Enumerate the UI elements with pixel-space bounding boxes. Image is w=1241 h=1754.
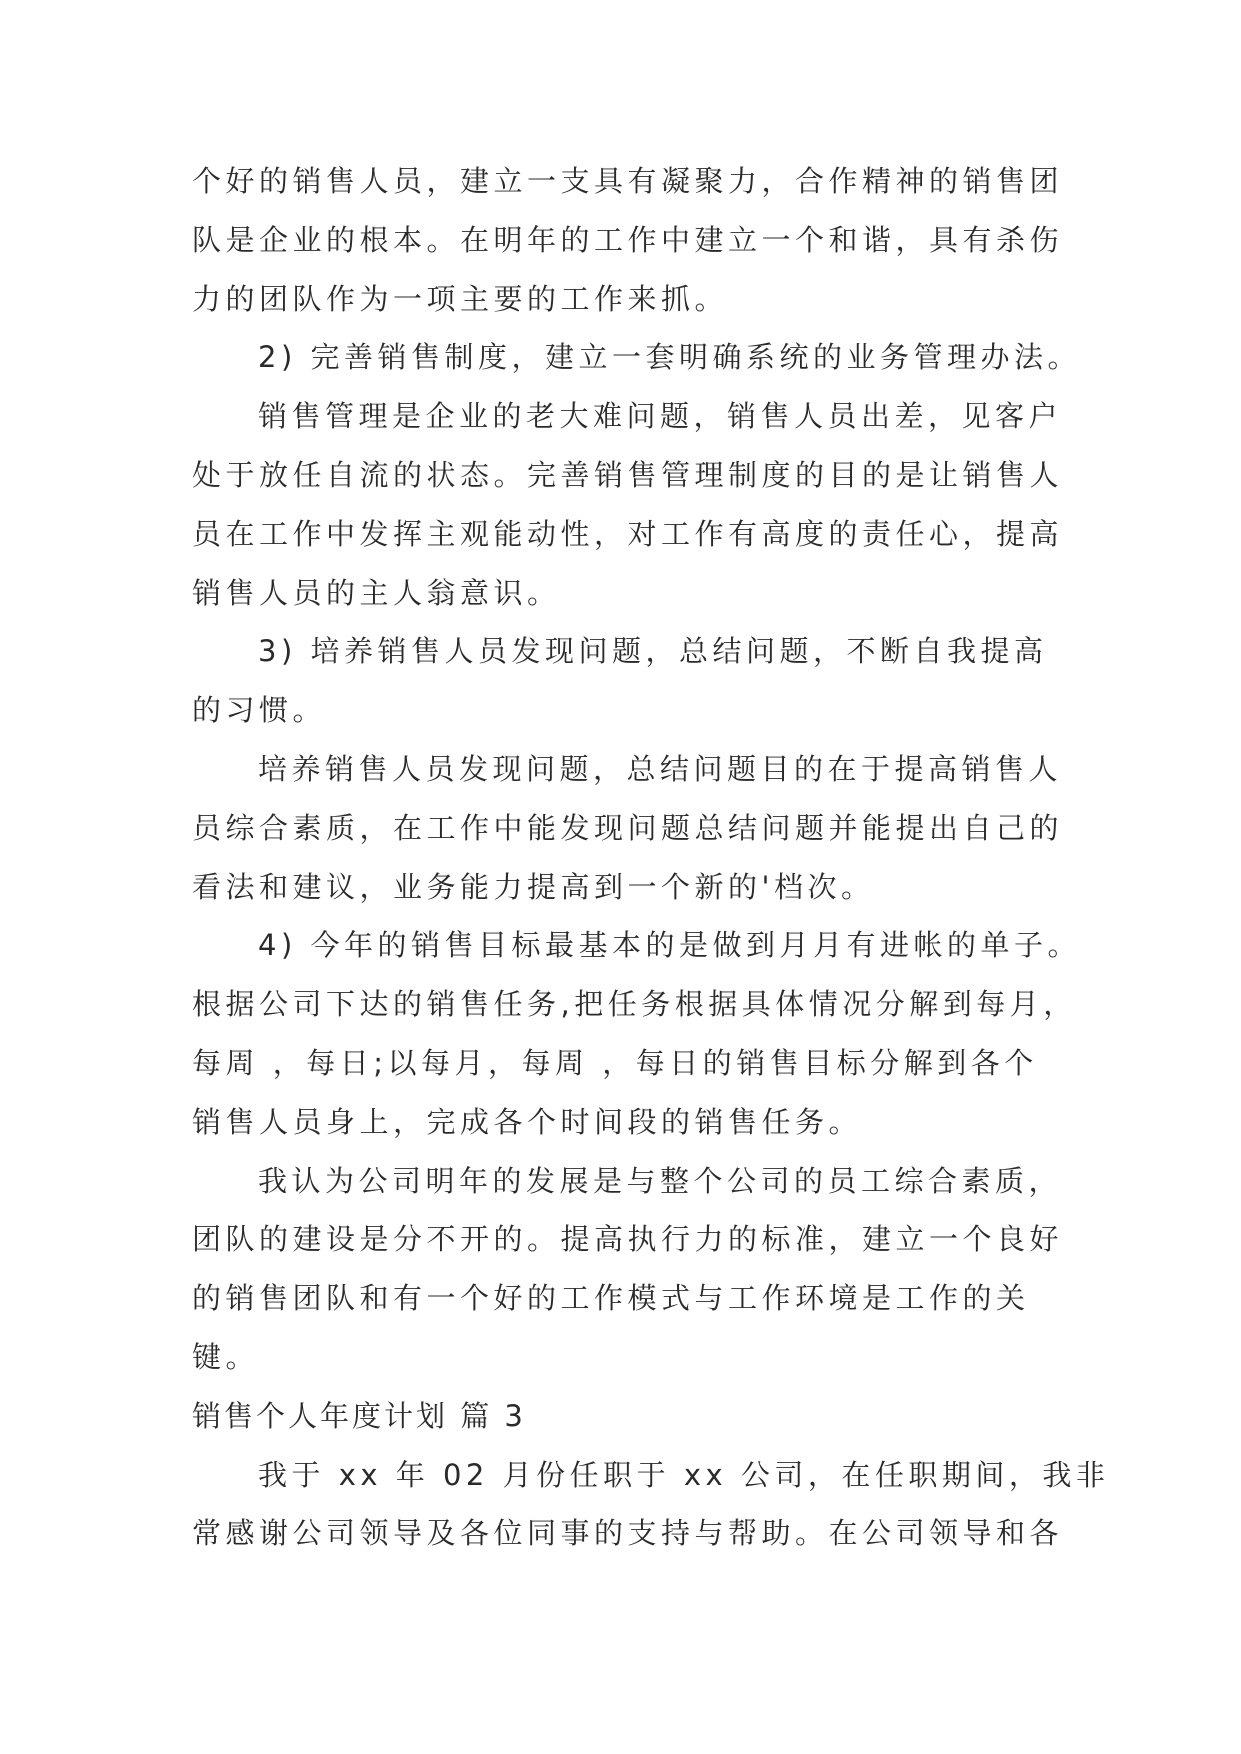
text-line: 4) 今年的销售目标最基本的是做到月月有进帐的单子。 <box>258 928 1081 963</box>
text-line: 团队的建设是分不开的。提高执行力的标准，建立一个良好 <box>192 1222 1064 1257</box>
text-line: 处于放任自流的状态。完善销售管理制度的目的是让销售人 <box>192 457 1064 492</box>
text-line: 的习惯。 <box>192 693 327 728</box>
text-line: 销售人员身上，完成各个时间段的销售任务。 <box>192 1104 863 1139</box>
text-line: 键。 <box>192 1339 260 1374</box>
document-body <box>192 152 1110 1563</box>
text-line: 我于 xx 年 02 月份任职于 xx 公司，在任职期间，我非 <box>258 1457 1110 1492</box>
text-line: 2) 完善销售制度，建立一套明确系统的业务管理办法。 <box>258 340 1081 375</box>
text-line: 销售管理是企业的老大难问题，销售人员出差，见客户 <box>258 399 1063 434</box>
section-heading: 销售个人年度计划 篇 3 <box>192 1398 526 1433</box>
text-line: 的销售团队和有一个好的工作模式与工作环境是工作的关 <box>192 1281 1030 1316</box>
text-line: 常感谢公司领导及各位同事的支持与帮助。在公司领导和各 <box>192 1516 1064 1551</box>
text-line: 3) 培养销售人员发现问题，总结问题，不断自我提高 <box>258 634 1048 669</box>
text-line: 队是企业的根本。在明年的工作中建立一个和谐，具有杀伤 <box>192 222 1064 257</box>
text-line: 力的团队作为一项主要的工作来抓。 <box>192 281 729 316</box>
text-line: 员在工作中发挥主观能动性，对工作有高度的责任心，提高 <box>192 516 1064 551</box>
text-line: 我认为公司明年的发展是与整个公司的员工综合素质， <box>258 1163 1063 1198</box>
text-line: 销售人员的主人翁意识。 <box>192 575 561 610</box>
text-line: 培养销售人员发现问题，总结问题目的在于提高销售人 <box>258 751 1063 786</box>
text-line: 员综合素质，在工作中能发现问题总结问题并能提出自己的 <box>192 810 1064 845</box>
text-line: 根据公司下达的销售任务,把任务根据具体情况分解到每月， <box>192 987 1077 1022</box>
text-line: 看法和建议，业务能力提高到一个新的'档次。 <box>192 869 875 904</box>
text-line: 每周 ，每日;以每月，每周 ，每日的销售目标分解到各个 <box>192 1045 1038 1080</box>
text-line: 个好的销售人员，建立一支具有凝聚力，合作精神的销售团 <box>192 164 1064 198</box>
